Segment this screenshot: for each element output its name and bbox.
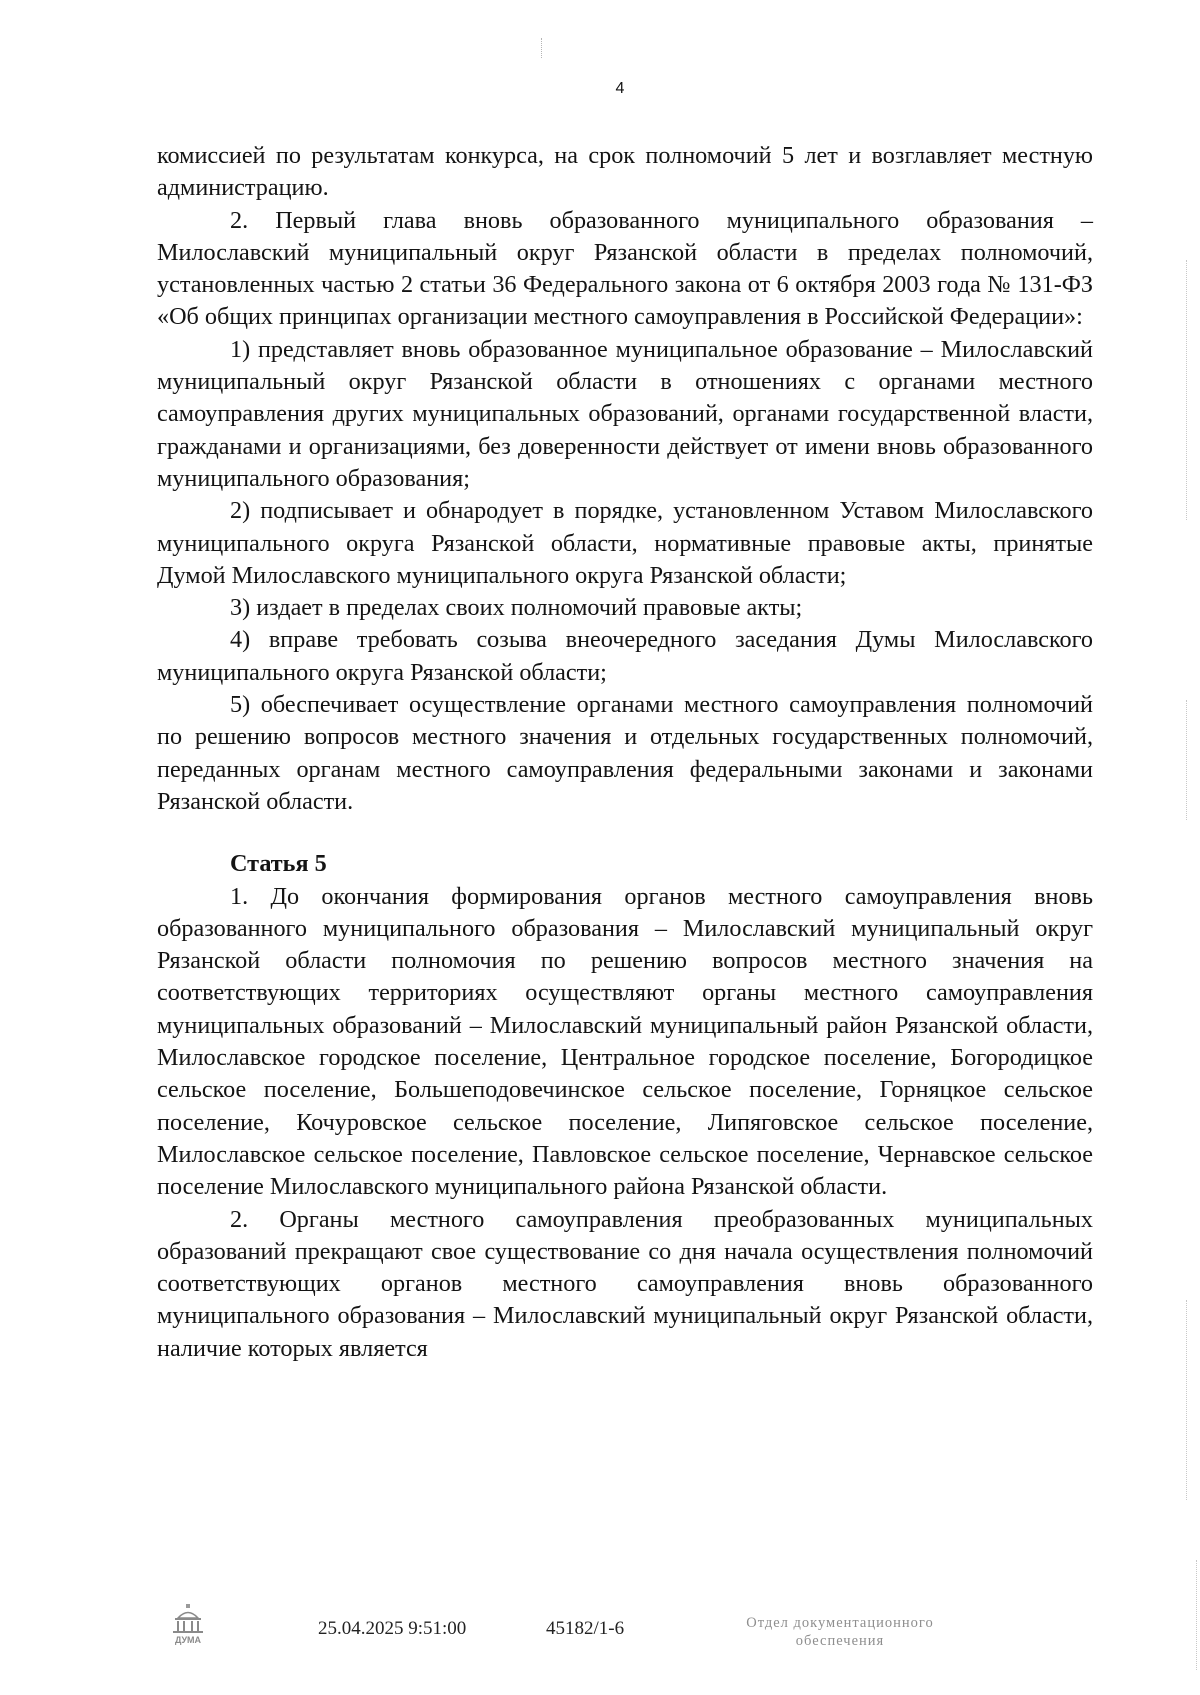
paragraph: 1. До окончания формирования органов местного самоуправления вновь образованного муниципального образования – Милославский муниципальный округ Рязанской области полномочия по решению вопросов местного значения на соответствующих территориях осуществляют органы местного самоуправления муниципальных образований – Милославский муниципальный район Рязанской области, Милославское городское поселение, Центральное городское поселение, Богородицкое сельское поселение, Большеподовечинское сельское поселение, Горняцкое сельское поселение, Кочуровское сельское поселение, Липяговское сельское поселение, Милославское сельское поселение, Павловское сельское поселение, Чернавское сельское поселение Милославского муниципального района Рязанской области. (157, 882, 1093, 1201)
page-number: 4 (615, 80, 625, 97)
list-item: 3) издает в пределах своих полномочий правовые акты; (230, 594, 803, 622)
paragraph: 2. Первый глава вновь образованного муниципального образования – Милославский муниципальный округ Рязанской области в пределах полномочий, установленных частью 2 статьи 36 Федерального закона от 6 октября 2003 года № 131-ФЗ «Об общих принципах организации местного самоуправления в Российской Федерации»: (157, 206, 1093, 331)
list-item: 1) представляет вновь образованное муниципальное образование – Милославский муниципальный округ Рязанской области в отношениях с органами местного самоуправления других муниципальных образований, органами государственной власти, гражданами и организациями, без доверенности действует от имени вновь образованного муниципального образования; (157, 335, 1093, 492)
list-item: 5) обеспечивает осуществление органами местного самоуправления полномочий по решению вопросов местного значения и отдельных государственных полномочий, переданных органам местного самоуправления федеральными законами и законами Рязанской области. (157, 691, 1093, 815)
article-heading: Статья 5 (230, 850, 327, 878)
stamp-line: Отдел документационного (746, 1615, 934, 1631)
scan-edge-mark (1186, 700, 1188, 820)
scan-edge-mark (1186, 260, 1188, 520)
stamp-line: обеспечения (795, 1633, 885, 1649)
department-stamp (690, 1614, 990, 1650)
scan-edge-mark (1196, 1560, 1198, 1670)
paragraph: 2. Органы местного самоуправления преобразованных муниципальных образований прекращают свое существование со дня начала осуществления полномочий соответствующих органов местного самоуправления вновь образованного муниципального образования – Милославский муниципальный округ Рязанской области, наличие которых является (157, 1205, 1093, 1362)
logo-text: ДУМА (174, 1635, 202, 1645)
document-body (157, 140, 1093, 1365)
duma-logo-icon (168, 1604, 208, 1646)
list-item: 4) вправе требовать созыва внеочередного заседания Думы Милославского муниципального округа Рязанской области; (157, 626, 1093, 686)
list-item: 2) подписывает и обнародует в порядке, установленном Уставом Милославского муниципального округа Рязанской области, нормативные правовые акты, принятые Думой Милославского муниципального округа Рязанской области; (157, 497, 1093, 589)
paragraph: комиссией по результатам конкурса, на срок полномочий 5 лет и возглавляет местную администрацию. (157, 142, 1093, 202)
scan-mark (541, 38, 544, 58)
registration-date: 25.04.2025 9:51:00 (318, 1618, 467, 1639)
scan-edge-mark (1186, 1300, 1188, 1500)
registration-number: 45182/1-6 (546, 1618, 625, 1639)
